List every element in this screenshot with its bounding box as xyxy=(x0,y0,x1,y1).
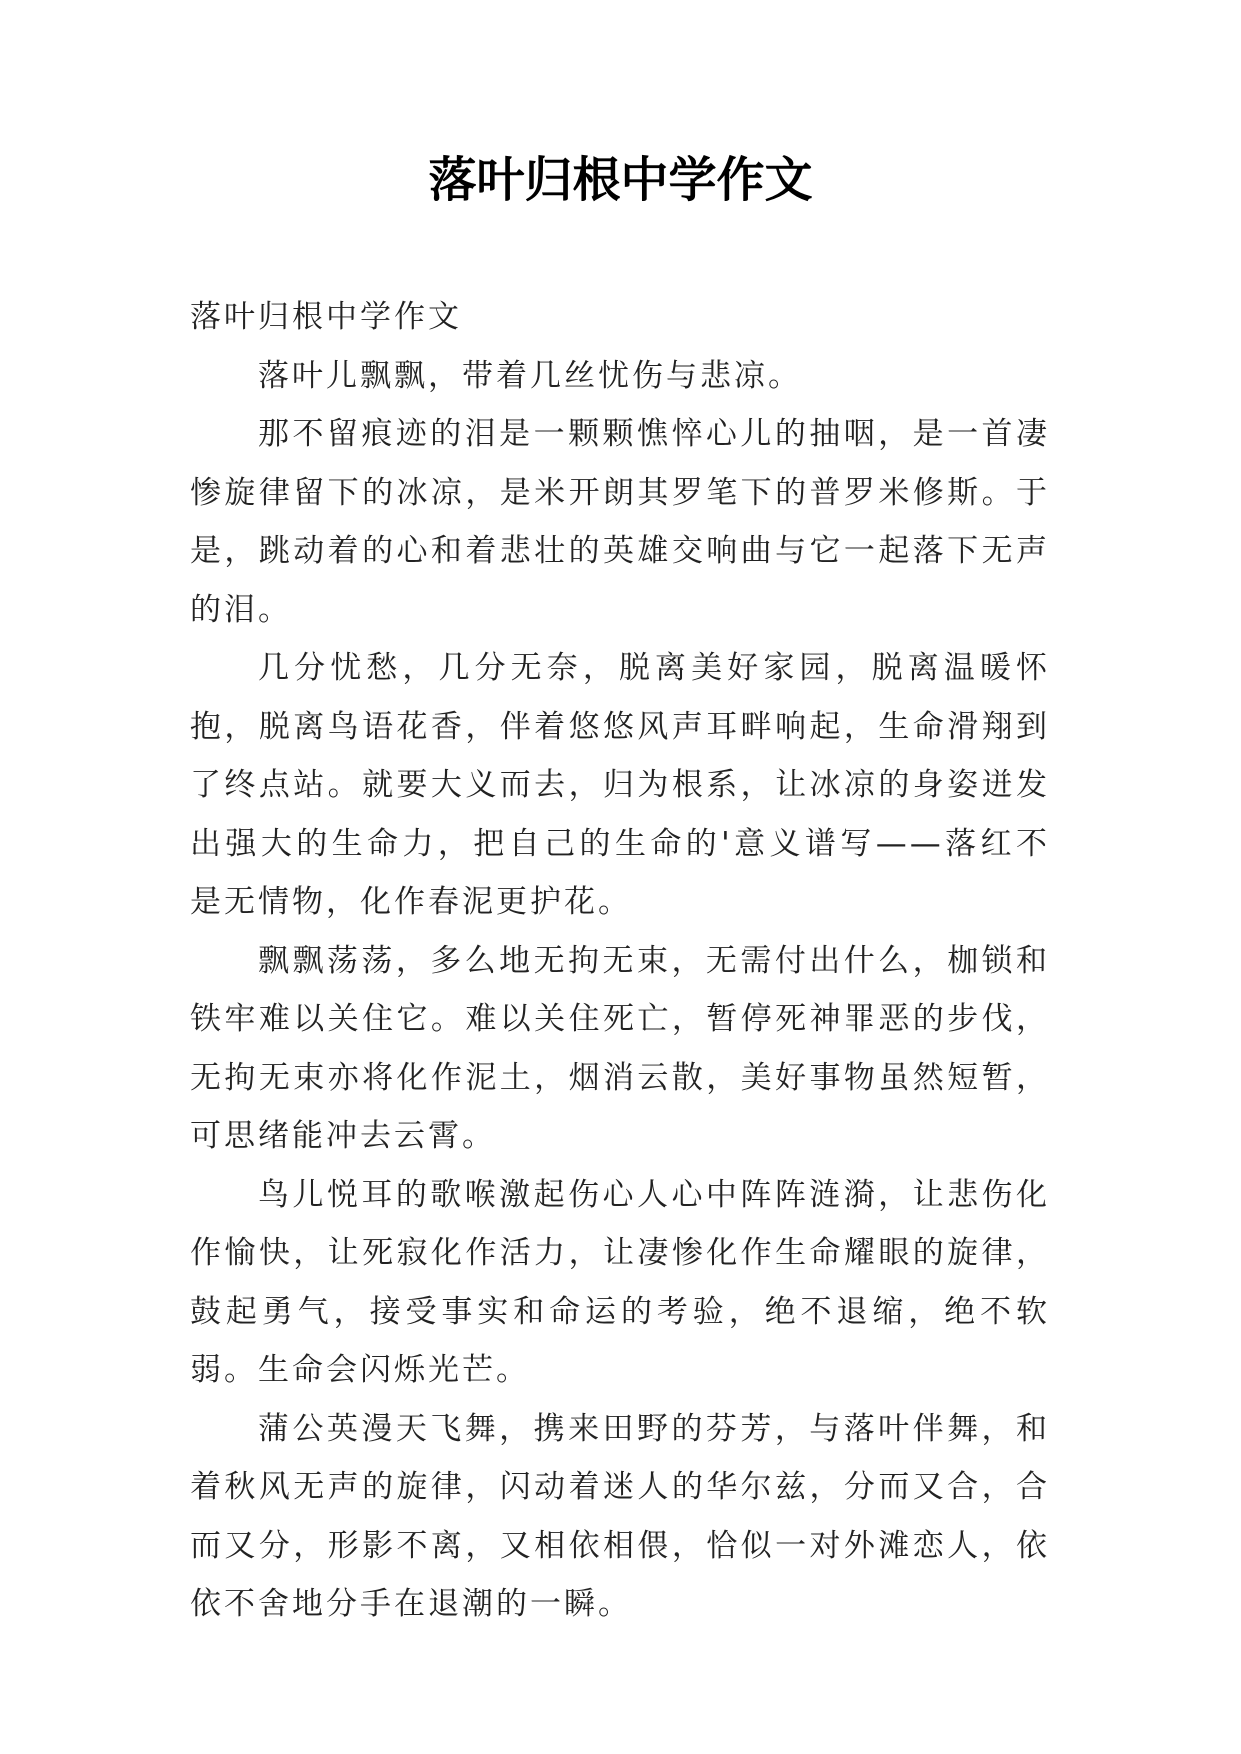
paragraph-4: 飘飘荡荡，多么地无拘无束，无需付出什么，枷锁和铁牢难以关住它。难以关住死亡，暂停死神罪恶的步伐，无拘无束亦将化作泥土，烟消云散，美好事物虽然短暂，可思绪能冲去云霄。 xyxy=(190,942,1050,1154)
document-title: 落叶归根中学作文 xyxy=(428,152,813,208)
document-body xyxy=(190,288,1050,1634)
paragraph-2: 那不留痕迹的泪是一颗颗憔悴心儿的抽咽，是一首凄惨旋律留下的冰凉，是米开朗其罗笔下的普罗米修斯。于是，跳动着的心和着悲壮的英雄交响曲与它一起落下无声的泪。 xyxy=(190,416,1050,628)
paragraph-6: 蒲公英漫天飞舞，携来田野的芬芳，与落叶伴舞，和着秋风无声的旋律，闪动着迷人的华尔兹，分而又合，合而又分，形影不离，又相依相偎，恰似一对外滩恋人，依依不舍地分手在退潮的一瞬。 xyxy=(190,1410,1050,1622)
document-subtitle: 落叶归根中学作文 xyxy=(190,299,462,335)
paragraph-3: 几分忧愁，几分无奈，脱离美好家园，脱离温暖怀抱，脱离鸟语花香，伴着悠悠风声耳畔响起，生命滑翔到了终点站。就要大义而去，归为根系，让冰凉的身姿迸发出强大的生命力，把自己的生命的'意义谱写——落红不是无情物，化作春泥更护花。 xyxy=(190,650,1050,920)
paragraph-5: 鸟儿悦耳的歌喉激起伤心人心中阵阵涟漪，让悲伤化作愉快，让死寂化作活力，让凄惨化作生命耀眼的旋律，鼓起勇气，接受事实和命运的考验，绝不退缩，绝不软弱。生命会闪烁光芒。 xyxy=(190,1176,1050,1388)
paragraph-1: 落叶儿飘飘，带着几丝忧伤与悲凉。 xyxy=(258,357,802,394)
